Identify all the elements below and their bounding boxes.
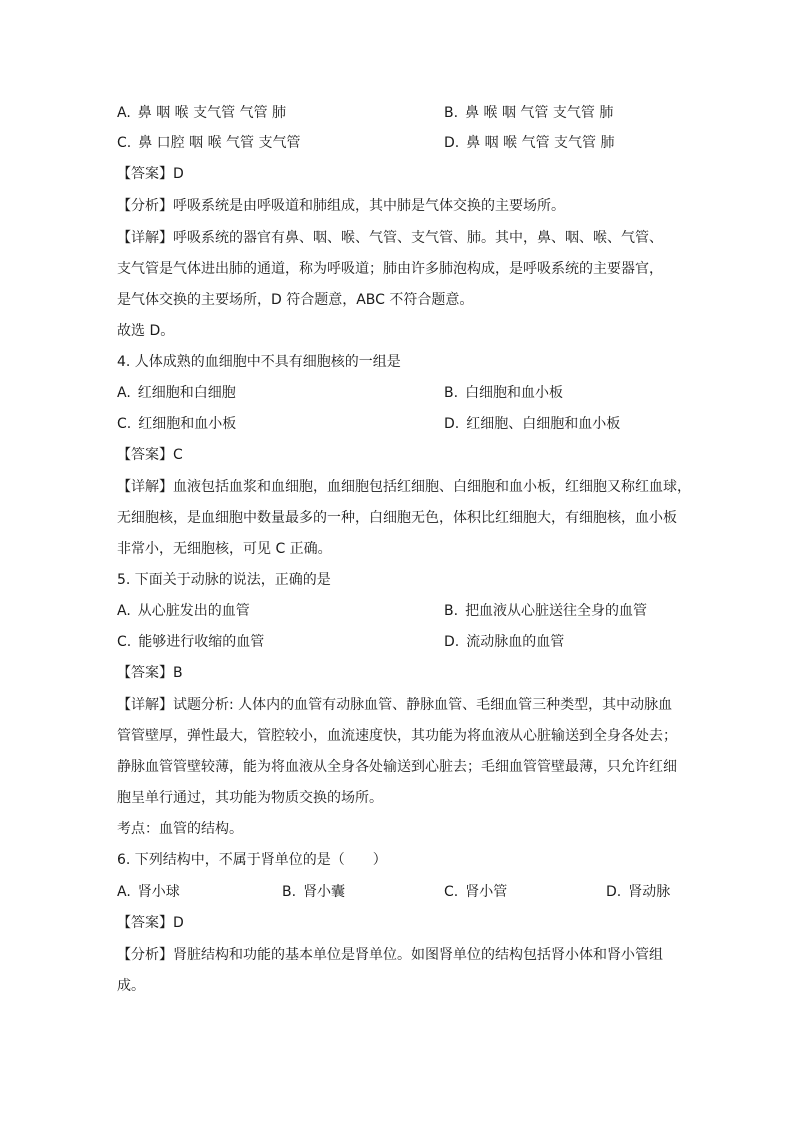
option-label: D.: [444, 416, 460, 432]
option-a: [117, 103, 286, 123]
option-c: [444, 882, 507, 902]
detail-line: 非常小，无细胞核，可见 C 正确。: [117, 541, 332, 557]
option-label: C.: [444, 884, 459, 900]
option-text: 鼻 口腔 咽 喉 气管 支气管: [138, 135, 301, 151]
option-text: 鼻 咽 喉 气管 支气管 肺: [466, 135, 615, 151]
option-text: 流动脉血的血管: [466, 634, 565, 650]
answer-line: 【答案】D: [117, 166, 184, 182]
option-text: 从心脏发出的血管: [137, 603, 250, 619]
option-d: [444, 414, 620, 434]
option-text: 肾小球: [137, 884, 180, 900]
detail-line: 静脉血管管壁较薄，能为将血液从全身各处输送到心脏去；毛细血管管壁最薄，只允许红细: [117, 759, 677, 775]
answer-line: 【答案】C: [117, 447, 183, 463]
option-label: B.: [444, 603, 459, 619]
option-label: D.: [444, 135, 460, 151]
option-text: 肾小囊: [303, 884, 346, 900]
option-d: [444, 632, 564, 652]
question-6: 6. 下列结构中，不属于肾单位的是（ ）: [117, 852, 387, 868]
question-5: 5. 下面关于动脉的说法，正确的是: [117, 572, 331, 588]
option-text: 鼻 喉 咽 气管 支气管 肺: [465, 105, 614, 121]
option-text: 红细胞和白细胞: [137, 385, 236, 401]
option-b: [282, 882, 345, 902]
option-text: 红细胞、白细胞和血小板: [466, 416, 621, 432]
answer-line: 【答案】D: [117, 915, 184, 931]
detail-line: 支气管是气体进出肺的通道，称为呼吸道；肺由许多肺泡构成，是呼吸系统的主要器官，: [117, 261, 663, 277]
detail-line: 胞呈单行通过，其功能为物质交换的场所。: [117, 790, 383, 806]
question-4: 4. 人体成熟的血细胞中不具有细胞核的一组是: [117, 354, 401, 370]
option-a: [117, 383, 236, 403]
analysis-line: 【分析】肾脏结构和功能的基本单位是肾单位。如图肾单位的结构包括肾小体和肾小管组: [117, 947, 663, 963]
option-text: 红细胞和血小板: [138, 416, 237, 432]
detail-line: 无细胞核，是血细胞中数量最多的一种，白细胞无色，体积比红细胞大，有细胞核，血小板: [117, 510, 677, 526]
option-b: [444, 103, 613, 123]
answer-line: 【答案】B: [117, 665, 183, 681]
option-d: [606, 882, 670, 902]
option-label: A.: [117, 385, 131, 401]
option-c: [117, 133, 301, 153]
kaodian-line: 考点：血管的结构。: [117, 821, 243, 837]
option-text: 把血液从心脏送往全身的血管: [465, 603, 648, 619]
option-c: [117, 632, 264, 652]
option-label: D.: [444, 634, 460, 650]
option-d: [444, 133, 615, 153]
option-a: [117, 601, 250, 621]
option-label: B.: [282, 884, 297, 900]
option-label: C.: [117, 634, 132, 650]
detail-line: 【详解】血液包括血浆和血细胞，血细胞包括红细胞、白细胞和血小板，红细胞又称红血球，: [117, 479, 691, 495]
detail-line: 【详解】呼吸系统的器官有鼻、咽、喉、气管、支气管、肺。其中，鼻、咽、喉、气管、: [117, 230, 663, 246]
option-label: A.: [117, 603, 131, 619]
analysis-line: 成。: [117, 978, 145, 994]
option-b: [444, 601, 647, 621]
option-label: C.: [117, 135, 132, 151]
detail-line: 是气体交换的主要场所，D 符合题意，ABC 不符合题意。: [117, 292, 474, 308]
option-label: A.: [117, 105, 131, 121]
analysis-line: 【分析】呼吸系统是由呼吸道和肺组成，其中肺是气体交换的主要场所。: [117, 198, 565, 214]
option-text: 能够进行收缩的血管: [138, 634, 265, 650]
option-c: [117, 414, 236, 434]
option-b: [444, 383, 563, 403]
option-text: 鼻 咽 喉 支气管 气管 肺: [137, 105, 287, 121]
conclusion-line: 故选 D。: [117, 323, 175, 339]
option-text: 白细胞和血小板: [465, 385, 564, 401]
option-a: [117, 882, 180, 902]
option-label: B.: [444, 105, 459, 121]
option-label: B.: [444, 385, 459, 401]
option-text: 肾小管: [465, 884, 508, 900]
option-label: A.: [117, 884, 131, 900]
detail-line: 【详解】试题分析: 人体内的血管有动脉血管、静脉血管、毛细血管三种类型，其中动脉血: [117, 697, 673, 713]
option-label: C.: [117, 416, 132, 432]
option-label: D.: [606, 884, 622, 900]
detail-line: 管管壁厚，弹性最大，管腔较小，血流速度快，其功能为将血液从心脏输送到全身各处去；: [117, 728, 677, 744]
option-text: 肾动脉: [628, 884, 671, 900]
